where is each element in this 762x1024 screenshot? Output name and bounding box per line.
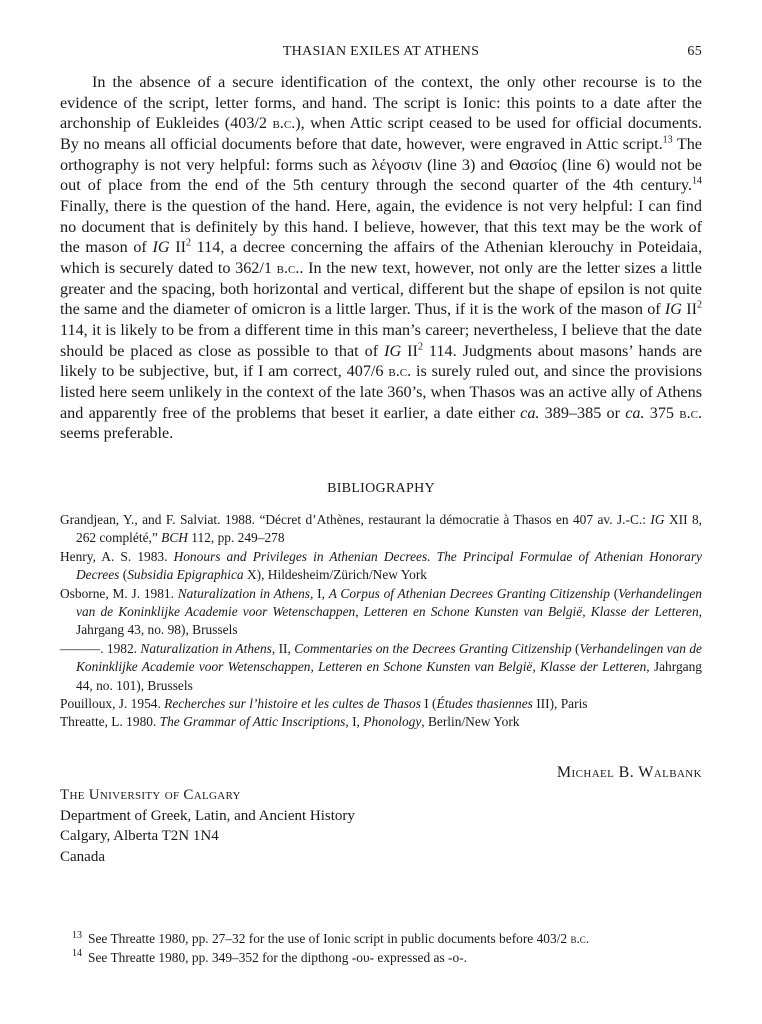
body-text-segment: . In the new text, however, not only are the letter sizes a little greater and the spacing, both horizontal and vertical, different but the shape of epsilon is not quite the same and the diameter of omicron is a little larger. Thus, if it is the work of the mason of [60,258,702,319]
era-abbreviation: b.c. [570,931,590,946]
body-text-segment: The orthography is not very helpful: forms such as λέγοσιν (line 3) and Θασίος (line 6) would not be out of place from the end of the 5th century through the second quarter of the 4th century. [60,134,702,195]
bib-italic: Naturalization in Athens [177,585,311,601]
bibliography-entry [60,585,702,640]
footnote-ref-13[interactable]: 13 [662,134,673,146]
bib-italic: Commentaries on the Decrees Granting Citizenship [294,640,572,656]
footnote-text: See Threatte 1980, pp. 349–352 for the dipthong -ου- expressed as -ο-. [88,949,467,965]
bibliography-entry [60,511,702,548]
bib-italic: Verhandelingen van de Koninklijke Academie voor Wetenschappen, Letteren en Schone Kunsten van België, Klasse der Letteren [76,640,702,675]
ig-abbreviation: IG [664,300,682,319]
era-abbreviation: b.c. [276,258,300,277]
page-number: 65 [687,44,702,59]
bib-italic: Verhandelingen van de Koninklijke Academie voor Wetenschappen, Letteren en Schone Kunsten van België, Klasse der Letteren [76,585,702,620]
bib-italic: Recherches sur l’histoire et les cultes de Thasos [164,696,421,712]
running-title: THASIAN EXILES AT ATHENS [282,44,480,59]
footnotes [60,930,702,967]
body-text-segment: ), when Attic script ceased to be used for official documents. By no means all official documents before that date, however, were engraved in Attic script. [60,114,703,153]
ig-edition: 2 [417,341,423,353]
bib-text: I ( [420,696,437,712]
circa-abbreviation: ca. [520,403,540,422]
era-abbreviation: b.c. [388,362,412,381]
footnote-mark: 13 [72,929,82,941]
footnote-13 [60,930,702,949]
address-city: Calgary, Alberta T2N 1N4 [60,828,219,844]
bib-text: Henry, A. S. 1983. [60,548,174,564]
bib-italic: IG [650,512,665,527]
bib-italic: Études thasiennes [436,696,533,712]
bib-text: X), Hildesheim/Zürich/New York [243,567,427,583]
body-text-segment: 114, it is likely to be from a different time in this man’s career; nevertheless, I believe that the date should be placed as close as possible to that of [60,320,702,360]
body-text-segment: seems preferable. [60,424,174,443]
running-head [60,44,702,64]
bibliography-list [60,511,702,732]
bib-text: ( [119,567,128,583]
body-text-segment: 114, a decree concerning the affairs of the Athenian klerouchy in Poteidaia, which is securely dated to 362/1 [60,238,703,277]
bib-text: , Berlin/New York [421,714,520,730]
bib-text: ( [571,640,580,656]
ig-abbreviation: IG [384,341,402,360]
bib-italic: The Grammar of Attic Inscriptions [159,714,346,730]
footnote-14 [60,949,702,968]
bib-text: Pouilloux, J. 1954. [60,696,165,712]
bib-italic: Naturalization in Athens [140,640,272,656]
bib-text: , Jahrgang 44, no. 101), Brussels [76,659,702,693]
body-paragraph [60,72,702,444]
bibliography-entry [60,695,702,713]
bib-text: Grandjean, Y., and F. Salviat. 1988. “Décret d’Athènes, restaurant la démocratie à Thasos en 407 av. J.-C.: [60,512,651,527]
bib-text: , I, [345,714,364,730]
footnote-text: See Threatte 1980, pp. 27–32 for the use of Ionic script in public documents before 403/2 [88,931,571,946]
ig-edition: 2 [697,299,702,311]
author-name: Michael B. Walbank [556,764,702,781]
bib-text: ( [609,585,619,601]
bibliography-entry [60,548,702,585]
bib-italic: A Corpus of Athenian Decrees Granting Citizenship [328,585,610,601]
bib-italic: Honours and Privileges in Athenian Decrees. The Principal Formulae of Athenian Honorary Decrees [76,548,702,583]
body-text-segment: is surely ruled out, and since the provisions listed here seem unlikely in the context of the late 360’s, when Thasos was an active ally of Athens and apparently free of the problems that beset it earlier, a date either [60,362,702,422]
ig-edition: 2 [186,237,192,249]
footnote-ref-14[interactable]: 14 [692,175,702,187]
bib-text: III), Paris [532,696,588,712]
ig-abbreviation: IG [152,238,170,257]
ig-volume: II [169,238,187,257]
department: Department of Greek, Latin, and Ancient History [60,807,355,824]
bib-italic: Phonology [363,714,422,730]
bib-text: Threatte, L. 1980. [60,714,160,730]
bib-text: 112, pp. 249–278 [187,530,285,546]
bib-text: ———. 1982. [60,640,141,656]
body-text-segment: 114. Judgments about masons’ hands are likely to be subjective, but, if I am correct, 407/6 [60,341,703,381]
body-text-segment: In the absence of a secure identification of the context, the only other recourse is to the evidence of the script, letter forms, and hand. The script is Ionic: this points to a date after the archonship of Eukleides (403/2 [60,73,702,133]
bib-text: , I, [310,585,329,601]
bib-text: XII 8, 262 complété,” [76,512,703,546]
bib-italic: BCH [161,530,188,546]
bib-text: , Jahrgang 43, no. 98), Brussels [76,604,702,638]
author-affiliation [60,785,355,867]
bibliography-heading: BIBLIOGRAPHY [327,481,435,496]
ig-volume: II [682,300,697,319]
footnote-mark: 14 [72,948,82,960]
body-text-segment: Finally, there is the question of the hand. Here, again, the evidence is not very helpful: I can find no document that is definitely by this hand. I believe, however, that this text may be the work of the mason of [60,196,702,257]
circa-abbreviation: ca. [625,403,645,422]
body-text-segment: 375 [644,403,680,422]
era-abbreviation: b.c. [272,114,296,133]
era-abbreviation: b.c. [679,403,703,422]
bibliography-entry [60,713,702,731]
bib-text: , II, [271,640,295,656]
body-text-segment: 389–385 or [539,403,626,422]
address-country: Canada [60,848,105,865]
ig-volume: II [401,341,418,360]
bib-text: Osborne, M. J. 1981. [60,585,178,601]
institution: The University of Calgary [60,787,241,803]
bibliography-entry [60,640,702,695]
bib-italic: Subsidia Epigraphica [127,567,244,583]
